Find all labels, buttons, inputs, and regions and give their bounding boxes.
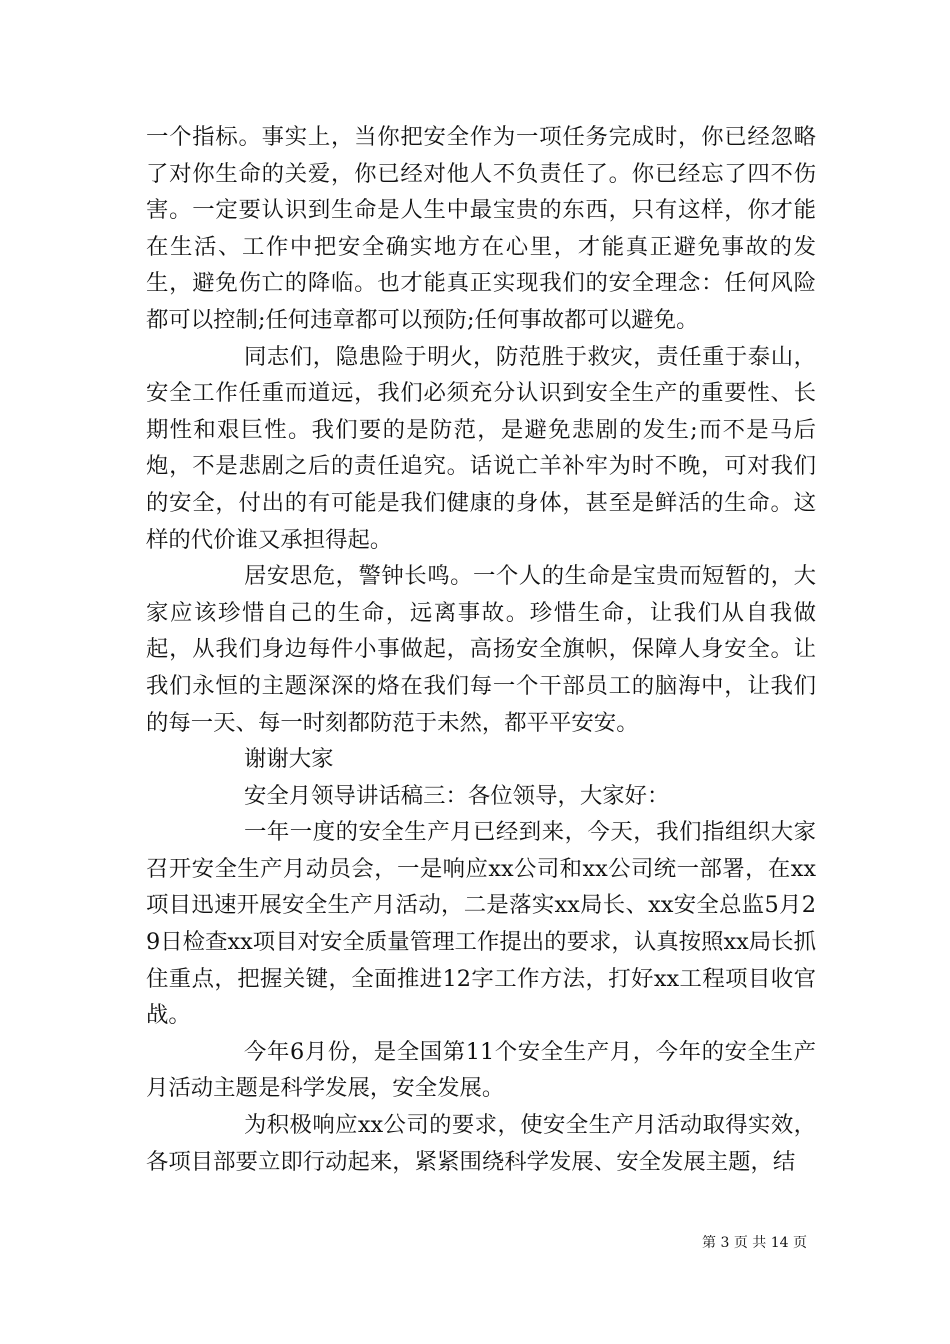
paragraph-vigilance: 居安思危，警钟长鸣。一个人的生命是宝贵而短暂的，大家应该珍惜自己的生命，远离事故。珍惜生命，让我们从自我做起，从我们身边每件小事做起，高扬安全旗帜，保障人身安全。让我们永恒的主题深深的烙在我们每一个干部员工的脑海中，让我们的每一天、每一时刻都防范于未然，都平平安安。 (146, 563, 816, 736)
paragraph-thanks: 谢谢大家 (244, 746, 334, 773)
paragraph-june-theme: 今年6月份，是全国第11个安全生产月，今年的安全生产月活动主题是科学发展，安全发展。 (146, 1038, 816, 1102)
paragraph-comrades: 同志们，隐患险于明火，防范胜于救灾，责任重于泰山，安全工作任重而道远，我们必须充分认识到安全生产的重要性、长期性和艰巨性。我们要的是防范，是避免悲剧的发生;而不是马后炮，不是悲剧之后的责任追究。话说亡羊补牢为时不晚，可对我们的安全，付出的有可能是我们健康的身体，甚至是鲜活的生命。这样的代价谁又承担得起。 (146, 343, 816, 553)
paragraph-continuation: 一个指标。事实上，当你把安全作为一项任务完成时，你已经忽略了对你生命的关爱，你已经对他人不负责任了。你已经忘了四不伤害。一定要认识到生命是人生中最宝贵的东西，只有这样，你才能在生活、工作中把安全确实地方在心里，才能真正避免事故的发生，避免伤亡的降临。也才能真正实现我们的安全理念：任何风险都可以控制;任何违章都可以预防;任何事故都可以避免。 (146, 124, 816, 333)
paragraph-safety-month-intro: 一年一度的安全生产月已经到来，今天，我们指组织大家召开安全生产月动员会，一是响应xx公司和xx公司统一部署，在xx项目迅速开展安全生产月活动，二是落实xx局长、xx安全总监5月29日检查xx项目对安全质量管理工作提出的要求，认真按照xx局长抓住重点，把握关键，全面推进12字工作方法，打好xx工程项目收官战。 (146, 819, 816, 1029)
paragraph-response: 为积极响应xx公司的要求，使安全生产月活动取得实效，各项目部要立即行动起来，紧紧围绕科学发展、安全发展主题，结 (146, 1112, 816, 1175)
paragraph-speech-three-heading: 安全月领导讲话稿三：各位领导，大家好： (244, 782, 670, 809)
page-number: 第 3 页 共 14 页 (702, 1235, 807, 1251)
document-body (146, 119, 816, 1180)
